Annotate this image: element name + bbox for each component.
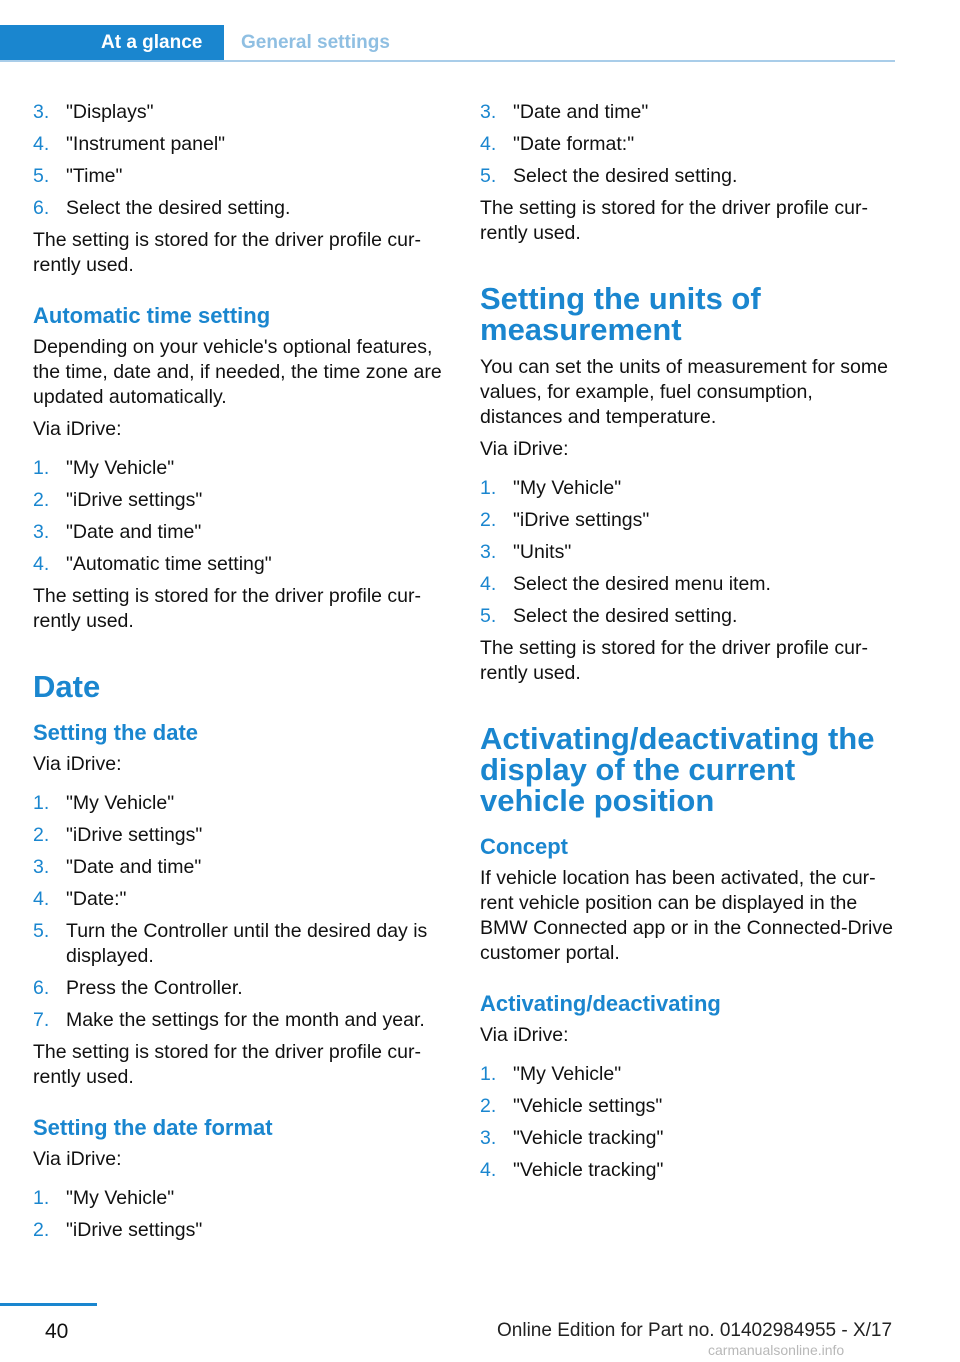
- section-heading-automatic-time: Automatic time setting: [33, 303, 271, 328]
- step-text: "Date and time": [513, 101, 649, 123]
- chapter-heading-units: Setting the units of measurement: [480, 281, 761, 347]
- step-text: "My Vehicle": [513, 1063, 622, 1085]
- chapter-heading-vehicle-position: Activating/deactivating the display of the current vehicle position: [480, 721, 875, 818]
- step-number: 1.: [480, 1063, 497, 1085]
- list-item: [480, 132, 895, 157]
- step-number: 5.: [480, 605, 497, 627]
- step-text: "My Vehicle": [66, 1187, 175, 1209]
- list-item: [33, 520, 448, 545]
- list-item: [33, 1186, 448, 1211]
- step-number: 6.: [33, 197, 50, 219]
- list-item: [480, 540, 895, 565]
- step-text: "iDrive settings": [66, 489, 203, 511]
- step-text: Make the settings for the month and year.: [66, 1009, 425, 1031]
- step-number: 3.: [480, 1127, 497, 1149]
- list-item: [480, 1062, 895, 1087]
- steps-list: [480, 476, 895, 629]
- list-item: [33, 132, 448, 157]
- step-number: 1.: [33, 792, 50, 814]
- tab-general-settings[interactable]: General settings: [241, 32, 390, 53]
- list-item: [33, 976, 448, 1001]
- steps-list: [33, 100, 448, 221]
- paragraph: The setting is stored for the driver profile cur‐rently used.: [480, 197, 868, 244]
- step-number: 3.: [480, 541, 497, 563]
- paragraph: Depending on your vehicle's optional features, the time, date and, if needed, the time zone are updated automatically.: [33, 336, 442, 408]
- step-text: "My Vehicle": [66, 457, 175, 479]
- step-text: "Date:": [66, 888, 127, 910]
- list-item: [33, 1218, 448, 1243]
- list-item: [33, 196, 448, 221]
- left-column: [33, 100, 448, 1250]
- step-text: "Vehicle settings": [513, 1095, 663, 1117]
- step-number: 3.: [33, 521, 50, 543]
- list-item: [480, 476, 895, 501]
- watermark: carmanualsonline.info: [708, 1342, 845, 1358]
- step-text: "iDrive settings": [66, 1219, 203, 1241]
- list-item: [480, 604, 895, 629]
- list-item: [33, 919, 448, 969]
- via-idrive-label: Via iDrive:: [33, 1148, 122, 1170]
- step-text: "Units": [513, 541, 572, 563]
- step-text: Select the desired setting.: [513, 605, 738, 627]
- list-item: [480, 508, 895, 533]
- via-idrive-label: Via iDrive:: [480, 438, 569, 460]
- step-number: 7.: [33, 1009, 50, 1031]
- header-divider: [0, 60, 895, 62]
- step-text: "iDrive settings": [66, 824, 203, 846]
- list-item: [480, 100, 895, 125]
- step-number: 2.: [33, 1219, 50, 1241]
- step-number: 1.: [33, 1187, 50, 1209]
- step-number: 5.: [33, 920, 50, 942]
- via-idrive-label: Via iDrive:: [33, 753, 122, 775]
- right-column: [480, 100, 895, 1190]
- tab-at-a-glance[interactable]: At a glance: [0, 25, 224, 61]
- step-text: "My Vehicle": [513, 477, 622, 499]
- step-text: "Displays": [66, 101, 154, 123]
- step-number: 2.: [480, 1095, 497, 1117]
- list-item: [33, 887, 448, 912]
- steps-list: [480, 1062, 895, 1183]
- step-number: 5.: [33, 165, 50, 187]
- step-number: 3.: [480, 101, 497, 123]
- list-item: [33, 791, 448, 816]
- step-number: 2.: [33, 489, 50, 511]
- page-header: [0, 25, 895, 63]
- step-number: 6.: [33, 977, 50, 999]
- list-item: [480, 1094, 895, 1119]
- list-item: [33, 100, 448, 125]
- section-heading-activating: Activating/deactivating: [480, 991, 721, 1016]
- chapter-heading-date: Date: [33, 669, 101, 704]
- footer-divider: [0, 1303, 97, 1306]
- paragraph: If vehicle location has been activated, the cur‐rent vehicle position can be displayed in the BMW Connected app or in the Connected‐Drive customer portal.: [480, 867, 893, 964]
- section-heading-concept: Concept: [480, 834, 568, 859]
- step-text: Select the desired setting.: [513, 165, 738, 187]
- paragraph: You can set the units of measurement for some values, for example, fuel consumption, distances and temperature.: [480, 356, 888, 428]
- step-number: 1.: [480, 477, 497, 499]
- steps-list: [33, 791, 448, 1033]
- list-item: [33, 456, 448, 481]
- section-heading-date-format: Setting the date format: [33, 1115, 273, 1140]
- list-item: [480, 1158, 895, 1183]
- step-number: 2.: [480, 509, 497, 531]
- step-text: "Date and time": [66, 856, 202, 878]
- step-text: "Vehicle tracking": [513, 1159, 664, 1181]
- list-item: [480, 164, 895, 189]
- step-number: 1.: [33, 457, 50, 479]
- step-number: 4.: [480, 133, 497, 155]
- list-item: [33, 823, 448, 848]
- steps-list: [33, 456, 448, 577]
- step-text: Press the Controller.: [66, 977, 243, 999]
- step-text: "Time": [66, 165, 123, 187]
- list-item: [33, 552, 448, 577]
- step-number: 4.: [33, 553, 50, 575]
- via-idrive-label: Via iDrive:: [480, 1024, 569, 1046]
- step-text: "Instrument panel": [66, 133, 226, 155]
- paragraph: The setting is stored for the driver profile cur‐rently used.: [33, 585, 421, 632]
- step-number: 4.: [33, 888, 50, 910]
- step-number: 5.: [480, 165, 497, 187]
- step-number: 2.: [33, 824, 50, 846]
- step-number: 3.: [33, 856, 50, 878]
- step-number: 4.: [33, 133, 50, 155]
- list-item: [33, 1008, 448, 1033]
- section-heading-setting-date: Setting the date: [33, 720, 199, 745]
- steps-list: [33, 1186, 448, 1243]
- list-item: [33, 164, 448, 189]
- step-text: "Date and time": [66, 521, 202, 543]
- list-item: [33, 855, 448, 880]
- paragraph: The setting is stored for the driver profile cur‐rently used.: [33, 229, 421, 276]
- step-number: 4.: [480, 573, 497, 595]
- step-text: Select the desired menu item.: [513, 573, 771, 595]
- via-idrive-label: Via iDrive:: [33, 418, 122, 440]
- paragraph: The setting is stored for the driver profile cur‐rently used.: [480, 637, 868, 684]
- step-text: Select the desired setting.: [66, 197, 291, 219]
- step-text: "iDrive settings": [513, 509, 650, 531]
- list-item: [33, 488, 448, 513]
- step-text: "Date format:": [513, 133, 635, 155]
- list-item: [480, 572, 895, 597]
- page-number: 40: [45, 1320, 69, 1343]
- list-item: [480, 1126, 895, 1151]
- step-text: "My Vehicle": [66, 792, 175, 814]
- step-text: "Vehicle tracking": [513, 1127, 664, 1149]
- paragraph: The setting is stored for the driver profile cur‐rently used.: [33, 1041, 421, 1088]
- step-text: Turn the Controller until the desired day is displayed.: [66, 920, 428, 967]
- step-number: 4.: [480, 1159, 497, 1181]
- step-text: "Automatic time setting": [66, 553, 272, 575]
- steps-list: [480, 100, 895, 189]
- edition-note: Online Edition for Part no. 01402984955 - X/17: [497, 1320, 893, 1341]
- step-number: 3.: [33, 101, 50, 123]
